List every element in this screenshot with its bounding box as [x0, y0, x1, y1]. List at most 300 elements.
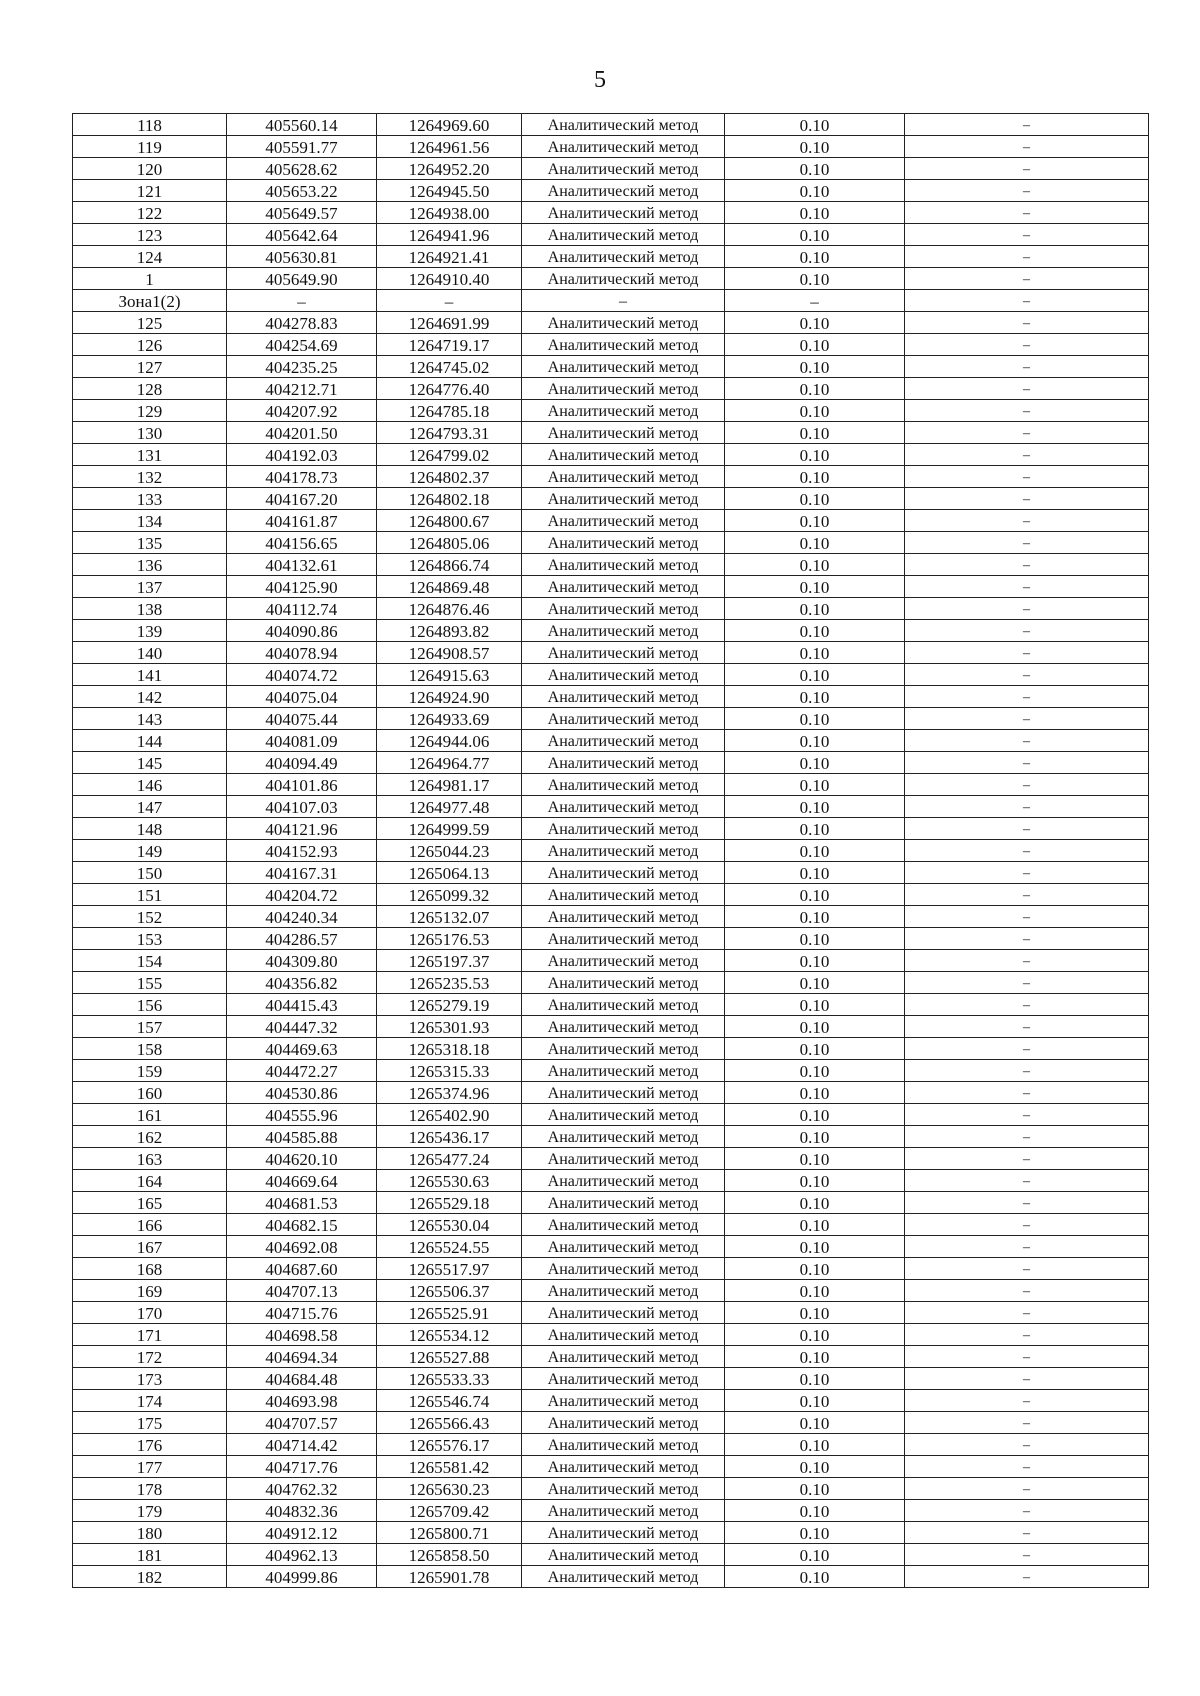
y-coordinate-cell: 1265709.42: [377, 1500, 522, 1522]
table-row: [73, 686, 1149, 708]
y-coordinate-cell: 1264952.20: [377, 158, 522, 180]
table-row: [73, 708, 1149, 730]
precision-cell: 0.10: [725, 796, 905, 818]
description-cell: –: [905, 1104, 1149, 1126]
precision-cell: 0.10: [725, 510, 905, 532]
table-row: [73, 246, 1149, 268]
precision-cell: 0.10: [725, 1522, 905, 1544]
description-cell: –: [905, 312, 1149, 334]
table-row: [73, 114, 1149, 136]
point-number-cell: 131: [73, 444, 227, 466]
description-cell: –: [905, 686, 1149, 708]
point-number-cell: 161: [73, 1104, 227, 1126]
y-coordinate-cell: 1264944.06: [377, 730, 522, 752]
x-coordinate-cell: 404112.74: [227, 598, 377, 620]
table-row: [73, 796, 1149, 818]
y-coordinate-cell: –: [377, 290, 522, 312]
point-number-cell: 170: [73, 1302, 227, 1324]
x-coordinate-cell: 404447.32: [227, 1016, 377, 1038]
y-coordinate-cell: 1264793.31: [377, 422, 522, 444]
precision-cell: 0.10: [725, 818, 905, 840]
method-cell: Аналитический метод: [522, 1236, 725, 1258]
table-row: [73, 510, 1149, 532]
point-number-cell: 122: [73, 202, 227, 224]
point-number-cell: 130: [73, 422, 227, 444]
x-coordinate-cell: 404254.69: [227, 334, 377, 356]
method-cell: Аналитический метод: [522, 268, 725, 290]
method-cell: Аналитический метод: [522, 1522, 725, 1544]
y-coordinate-cell: 1264945.50: [377, 180, 522, 202]
y-coordinate-cell: 1264938.00: [377, 202, 522, 224]
y-coordinate-cell: 1264969.60: [377, 114, 522, 136]
precision-cell: 0.10: [725, 114, 905, 136]
x-coordinate-cell: 404192.03: [227, 444, 377, 466]
method-cell: Аналитический метод: [522, 246, 725, 268]
method-cell: Аналитический метод: [522, 928, 725, 950]
method-cell: Аналитический метод: [522, 818, 725, 840]
x-coordinate-cell: 404693.98: [227, 1390, 377, 1412]
description-cell: –: [905, 180, 1149, 202]
y-coordinate-cell: 1265527.88: [377, 1346, 522, 1368]
point-number-cell: 119: [73, 136, 227, 158]
table-row: [73, 1478, 1149, 1500]
x-coordinate-cell: 404101.86: [227, 774, 377, 796]
x-coordinate-cell: 405560.14: [227, 114, 377, 136]
point-number-cell: 169: [73, 1280, 227, 1302]
method-cell: Аналитический метод: [522, 1214, 725, 1236]
x-coordinate-cell: 404178.73: [227, 466, 377, 488]
y-coordinate-cell: 1264745.02: [377, 356, 522, 378]
table-row: [73, 928, 1149, 950]
description-cell: –: [905, 1522, 1149, 1544]
x-coordinate-cell: 404681.53: [227, 1192, 377, 1214]
precision-cell: 0.10: [725, 906, 905, 928]
x-coordinate-cell: 404707.13: [227, 1280, 377, 1302]
table-row: [73, 620, 1149, 642]
precision-cell: 0.10: [725, 488, 905, 510]
y-coordinate-cell: 1264805.06: [377, 532, 522, 554]
y-coordinate-cell: 1265530.04: [377, 1214, 522, 1236]
description-cell: –: [905, 620, 1149, 642]
y-coordinate-cell: 1264977.48: [377, 796, 522, 818]
y-coordinate-cell: 1265064.13: [377, 862, 522, 884]
x-coordinate-cell: 404152.93: [227, 840, 377, 862]
y-coordinate-cell: 1264802.18: [377, 488, 522, 510]
description-cell: –: [905, 1566, 1149, 1588]
x-coordinate-cell: 404694.34: [227, 1346, 377, 1368]
table-row: [73, 1368, 1149, 1390]
x-coordinate-cell: 404207.92: [227, 400, 377, 422]
x-coordinate-cell: 404469.63: [227, 1038, 377, 1060]
description-cell: –: [905, 224, 1149, 246]
method-cell: Аналитический метод: [522, 444, 725, 466]
method-cell: Аналитический метод: [522, 664, 725, 686]
y-coordinate-cell: 1265301.93: [377, 1016, 522, 1038]
table-row: [73, 1456, 1149, 1478]
point-number-cell: 156: [73, 994, 227, 1016]
description-cell: –: [905, 884, 1149, 906]
description-cell: –: [905, 840, 1149, 862]
method-cell: Аналитический метод: [522, 840, 725, 862]
y-coordinate-cell: 1264869.48: [377, 576, 522, 598]
x-coordinate-cell: 405653.22: [227, 180, 377, 202]
point-number-cell: 127: [73, 356, 227, 378]
x-coordinate-cell: 405591.77: [227, 136, 377, 158]
precision-cell: 0.10: [725, 356, 905, 378]
description-cell: –: [905, 400, 1149, 422]
x-coordinate-cell: 404078.94: [227, 642, 377, 664]
precision-cell: 0.10: [725, 642, 905, 664]
description-cell: –: [905, 1456, 1149, 1478]
description-cell: –: [905, 488, 1149, 510]
method-cell: Аналитический метод: [522, 862, 725, 884]
point-number-cell: 179: [73, 1500, 227, 1522]
precision-cell: 0.10: [725, 686, 905, 708]
point-number-cell: 174: [73, 1390, 227, 1412]
y-coordinate-cell: 1265546.74: [377, 1390, 522, 1412]
table-row: [73, 1170, 1149, 1192]
point-number-cell: 118: [73, 114, 227, 136]
method-cell: Аналитический метод: [522, 906, 725, 928]
description-cell: –: [905, 1038, 1149, 1060]
table-row: [73, 1280, 1149, 1302]
x-coordinate-cell: 404094.49: [227, 752, 377, 774]
method-cell: Аналитический метод: [522, 1434, 725, 1456]
y-coordinate-cell: 1265374.96: [377, 1082, 522, 1104]
point-number-cell: 178: [73, 1478, 227, 1500]
precision-cell: 0.10: [725, 1060, 905, 1082]
table-row: [73, 334, 1149, 356]
y-coordinate-cell: 1265517.97: [377, 1258, 522, 1280]
x-coordinate-cell: 404620.10: [227, 1148, 377, 1170]
table-row: [73, 158, 1149, 180]
point-number-cell: 168: [73, 1258, 227, 1280]
table-row: [73, 202, 1149, 224]
precision-cell: 0.10: [725, 840, 905, 862]
description-cell: –: [905, 466, 1149, 488]
precision-cell: 0.10: [725, 1038, 905, 1060]
precision-cell: 0.10: [725, 620, 905, 642]
x-coordinate-cell: 404075.04: [227, 686, 377, 708]
precision-cell: 0.10: [725, 532, 905, 554]
table-row: [73, 1104, 1149, 1126]
precision-cell: 0.10: [725, 1434, 905, 1456]
method-cell: Аналитический метод: [522, 136, 725, 158]
point-number-cell: 177: [73, 1456, 227, 1478]
x-coordinate-cell: 404832.36: [227, 1500, 377, 1522]
table-row: [73, 730, 1149, 752]
x-coordinate-cell: 404555.96: [227, 1104, 377, 1126]
x-coordinate-cell: 404074.72: [227, 664, 377, 686]
x-coordinate-cell: 404212.71: [227, 378, 377, 400]
method-cell: Аналитический метод: [522, 686, 725, 708]
description-cell: –: [905, 994, 1149, 1016]
x-coordinate-cell: 404204.72: [227, 884, 377, 906]
table-row: [73, 224, 1149, 246]
method-cell: Аналитический метод: [522, 1038, 725, 1060]
method-cell: Аналитический метод: [522, 730, 725, 752]
method-cell: Аналитический метод: [522, 1500, 725, 1522]
description-cell: –: [905, 664, 1149, 686]
x-coordinate-cell: 404912.12: [227, 1522, 377, 1544]
method-cell: Аналитический метод: [522, 378, 725, 400]
description-cell: –: [905, 356, 1149, 378]
precision-cell: 0.10: [725, 664, 905, 686]
description-cell: –: [905, 334, 1149, 356]
point-number-cell: 150: [73, 862, 227, 884]
point-number-cell: 135: [73, 532, 227, 554]
point-number-cell: 148: [73, 818, 227, 840]
point-number-cell: 162: [73, 1126, 227, 1148]
y-coordinate-cell: 1264941.96: [377, 224, 522, 246]
precision-cell: 0.10: [725, 884, 905, 906]
table-row: [73, 1126, 1149, 1148]
point-number-cell: 136: [73, 554, 227, 576]
point-number-cell: 182: [73, 1566, 227, 1588]
method-cell: Аналитический метод: [522, 884, 725, 906]
method-cell: Аналитический метод: [522, 356, 725, 378]
x-coordinate-cell: 404201.50: [227, 422, 377, 444]
point-number-cell: 164: [73, 1170, 227, 1192]
method-cell: Аналитический метод: [522, 1390, 725, 1412]
description-cell: –: [905, 532, 1149, 554]
y-coordinate-cell: 1265534.12: [377, 1324, 522, 1346]
point-number-cell: 123: [73, 224, 227, 246]
method-cell: Аналитический метод: [522, 1258, 725, 1280]
y-coordinate-cell: 1265197.37: [377, 950, 522, 972]
point-number-cell: 142: [73, 686, 227, 708]
point-number-cell: 181: [73, 1544, 227, 1566]
x-coordinate-cell: 404698.58: [227, 1324, 377, 1346]
point-number-cell: 137: [73, 576, 227, 598]
method-cell: Аналитический метод: [522, 752, 725, 774]
table-row: [73, 664, 1149, 686]
table-row: [73, 532, 1149, 554]
point-number-cell: 160: [73, 1082, 227, 1104]
point-number-cell: 144: [73, 730, 227, 752]
method-cell: Аналитический метод: [522, 576, 725, 598]
x-coordinate-cell: 404278.83: [227, 312, 377, 334]
description-cell: –: [905, 576, 1149, 598]
point-number-cell: 157: [73, 1016, 227, 1038]
table-row: [73, 598, 1149, 620]
x-coordinate-cell: 404132.61: [227, 554, 377, 576]
table-row: [73, 1192, 1149, 1214]
x-coordinate-cell: 404161.87: [227, 510, 377, 532]
precision-cell: 0.10: [725, 1324, 905, 1346]
precision-cell: 0.10: [725, 730, 905, 752]
method-cell: Аналитический метод: [522, 950, 725, 972]
table-row: [73, 1566, 1149, 1588]
y-coordinate-cell: 1265800.71: [377, 1522, 522, 1544]
point-number-cell: 133: [73, 488, 227, 510]
x-coordinate-cell: 404167.20: [227, 488, 377, 510]
precision-cell: 0.10: [725, 1280, 905, 1302]
y-coordinate-cell: 1264691.99: [377, 312, 522, 334]
description-cell: –: [905, 950, 1149, 972]
description-cell: –: [905, 1280, 1149, 1302]
method-cell: Аналитический метод: [522, 774, 725, 796]
y-coordinate-cell: 1265530.63: [377, 1170, 522, 1192]
y-coordinate-cell: 1265315.33: [377, 1060, 522, 1082]
point-number-cell: 126: [73, 334, 227, 356]
x-coordinate-cell: 404309.80: [227, 950, 377, 972]
table-row: [73, 862, 1149, 884]
description-cell: –: [905, 774, 1149, 796]
x-coordinate-cell: 404075.44: [227, 708, 377, 730]
point-number-cell: Зона1(2): [73, 290, 227, 312]
point-number-cell: 139: [73, 620, 227, 642]
y-coordinate-cell: 1264785.18: [377, 400, 522, 422]
method-cell: Аналитический метод: [522, 1170, 725, 1192]
table-row: [73, 1258, 1149, 1280]
point-number-cell: 147: [73, 796, 227, 818]
y-coordinate-cell: 1265132.07: [377, 906, 522, 928]
precision-cell: 0.10: [725, 422, 905, 444]
description-cell: –: [905, 1126, 1149, 1148]
description-cell: –: [905, 1368, 1149, 1390]
x-coordinate-cell: 404107.03: [227, 796, 377, 818]
table-row: [73, 1214, 1149, 1236]
x-coordinate-cell: 404585.88: [227, 1126, 377, 1148]
table-row: [73, 972, 1149, 994]
point-number-cell: 175: [73, 1412, 227, 1434]
y-coordinate-cell: 1264799.02: [377, 444, 522, 466]
point-number-cell: 172: [73, 1346, 227, 1368]
y-coordinate-cell: 1265566.43: [377, 1412, 522, 1434]
point-number-cell: 140: [73, 642, 227, 664]
description-cell: –: [905, 158, 1149, 180]
method-cell: Аналитический метод: [522, 1412, 725, 1434]
precision-cell: 0.10: [725, 576, 905, 598]
method-cell: Аналитический метод: [522, 1324, 725, 1346]
x-coordinate-cell: 405628.62: [227, 158, 377, 180]
point-number-cell: 143: [73, 708, 227, 730]
y-coordinate-cell: 1264800.67: [377, 510, 522, 532]
x-coordinate-cell: 405630.81: [227, 246, 377, 268]
table-row: [73, 1434, 1149, 1456]
table-row: [73, 312, 1149, 334]
precision-cell: 0.10: [725, 378, 905, 400]
method-cell: Аналитический метод: [522, 972, 725, 994]
method-cell: Аналитический метод: [522, 598, 725, 620]
x-coordinate-cell: 405649.57: [227, 202, 377, 224]
precision-cell: 0.10: [725, 1346, 905, 1368]
precision-cell: 0.10: [725, 774, 905, 796]
description-cell: –: [905, 862, 1149, 884]
method-cell: Аналитический метод: [522, 994, 725, 1016]
table-row: [73, 444, 1149, 466]
precision-cell: 0.10: [725, 1214, 905, 1236]
precision-cell: –: [725, 290, 905, 312]
x-coordinate-cell: 404121.96: [227, 818, 377, 840]
description-cell: –: [905, 444, 1149, 466]
table-row: [73, 1390, 1149, 1412]
description-cell: –: [905, 818, 1149, 840]
y-coordinate-cell: 1264776.40: [377, 378, 522, 400]
table-row: [73, 1148, 1149, 1170]
point-number-cell: 176: [73, 1434, 227, 1456]
x-coordinate-cell: 404692.08: [227, 1236, 377, 1258]
table-row: [73, 356, 1149, 378]
method-cell: Аналитический метод: [522, 114, 725, 136]
description-cell: –: [905, 1544, 1149, 1566]
description-cell: –: [905, 1258, 1149, 1280]
method-cell: Аналитический метод: [522, 158, 725, 180]
y-coordinate-cell: 1265506.37: [377, 1280, 522, 1302]
description-cell: –: [905, 796, 1149, 818]
method-cell: Аналитический метод: [522, 642, 725, 664]
y-coordinate-cell: 1265235.53: [377, 972, 522, 994]
point-number-cell: 159: [73, 1060, 227, 1082]
y-coordinate-cell: 1265858.50: [377, 1544, 522, 1566]
y-coordinate-cell: 1265533.33: [377, 1368, 522, 1390]
method-cell: Аналитический метод: [522, 1126, 725, 1148]
y-coordinate-cell: 1265524.55: [377, 1236, 522, 1258]
precision-cell: 0.10: [725, 1368, 905, 1390]
table-row: [73, 1346, 1149, 1368]
method-cell: Аналитический метод: [522, 1566, 725, 1588]
table-row: [73, 906, 1149, 928]
y-coordinate-cell: 1264921.41: [377, 246, 522, 268]
description-cell: –: [905, 1500, 1149, 1522]
description-cell: –: [905, 642, 1149, 664]
y-coordinate-cell: 1265901.78: [377, 1566, 522, 1588]
method-cell: Аналитический метод: [522, 180, 725, 202]
description-cell: –: [905, 1302, 1149, 1324]
x-coordinate-cell: 404125.90: [227, 576, 377, 598]
description-cell: –: [905, 1148, 1149, 1170]
y-coordinate-cell: 1264915.63: [377, 664, 522, 686]
y-coordinate-cell: 1265279.19: [377, 994, 522, 1016]
y-coordinate-cell: 1264924.90: [377, 686, 522, 708]
point-number-cell: 132: [73, 466, 227, 488]
y-coordinate-cell: 1264981.17: [377, 774, 522, 796]
table-row: [73, 1412, 1149, 1434]
table-row: [73, 466, 1149, 488]
x-coordinate-cell: 404090.86: [227, 620, 377, 642]
table-row: [73, 774, 1149, 796]
point-number-cell: 152: [73, 906, 227, 928]
description-cell: –: [905, 554, 1149, 576]
y-coordinate-cell: 1265525.91: [377, 1302, 522, 1324]
x-coordinate-cell: 404235.25: [227, 356, 377, 378]
x-coordinate-cell: 404714.42: [227, 1434, 377, 1456]
x-coordinate-cell: 404962.13: [227, 1544, 377, 1566]
precision-cell: 0.10: [725, 1566, 905, 1588]
method-cell: –: [522, 290, 725, 312]
precision-cell: 0.10: [725, 1126, 905, 1148]
description-cell: –: [905, 268, 1149, 290]
y-coordinate-cell: 1264910.40: [377, 268, 522, 290]
description-cell: –: [905, 730, 1149, 752]
method-cell: Аналитический метод: [522, 620, 725, 642]
x-coordinate-cell: 404715.76: [227, 1302, 377, 1324]
description-cell: –: [905, 928, 1149, 950]
table-row: [73, 576, 1149, 598]
method-cell: Аналитический метод: [522, 400, 725, 422]
coordinates-table: [72, 113, 1149, 1588]
description-cell: –: [905, 378, 1149, 400]
y-coordinate-cell: 1264964.77: [377, 752, 522, 774]
description-cell: –: [905, 290, 1149, 312]
description-cell: –: [905, 1412, 1149, 1434]
table-row: [73, 1522, 1149, 1544]
method-cell: Аналитический метод: [522, 488, 725, 510]
description-cell: –: [905, 202, 1149, 224]
x-coordinate-cell: 404762.32: [227, 1478, 377, 1500]
description-cell: –: [905, 114, 1149, 136]
